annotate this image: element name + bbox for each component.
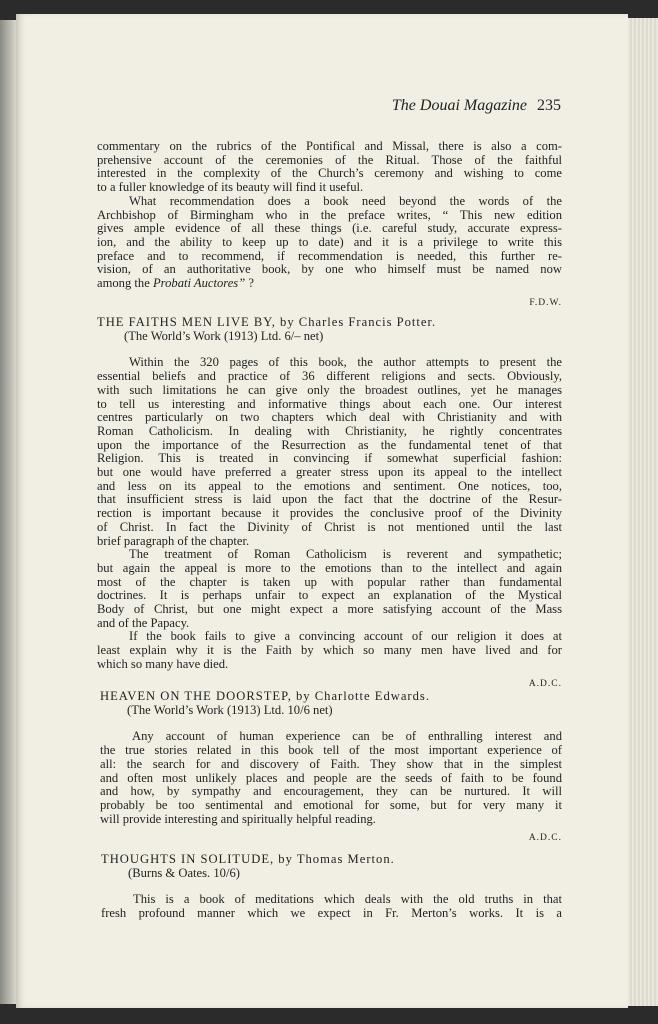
text-line: and often most unlikely places and people are the seeds of faith to be found — [100, 770, 562, 785]
text-line: gives ample evidence of all these things (i.e. careful study, accurate express- — [97, 221, 562, 236]
reviewer-initials: A.D.C. — [528, 678, 562, 689]
text-line: The treatment of Roman Catholicism is reverent and sympathetic; — [129, 547, 562, 562]
text-line: and of the Papacy. — [97, 615, 190, 630]
text-line: but one would have preferred a greater stress upon its appeal to the intellect — [97, 465, 562, 480]
text-line: interested in the complexity of the Church’s ceremony and wishing to come — [97, 166, 562, 181]
page-stack-edge — [628, 18, 658, 1006]
magazine-title: The Douai Magazine — [391, 97, 527, 114]
text-line: least explain why it is the Faith by which so many men have lived and for — [97, 643, 562, 658]
text-line — [97, 277, 562, 291]
text-line: Body of Christ, but one might expect a more satisfying account of the Mass — [97, 602, 562, 617]
text-line: of Christ. In fact the Divinity of Christ is not mentioned until the last — [97, 519, 562, 534]
text-line: doctrines. It is perhaps unfair to expect an explanation of the Mystical — [97, 588, 562, 603]
reviewer-initials: F.D.W. — [529, 297, 562, 308]
review-title: THOUGHTS IN SOLITUDE, by Thomas Merton. — [101, 852, 395, 866]
text-fragment: among the — [97, 276, 153, 291]
text-line: to tell us interesting and informative things about each one. Our interest — [97, 396, 562, 411]
review-heaven-on-the-doorstep — [100, 690, 562, 846]
text-line: but again the appeal is more to the emotions than to the intellect and again — [97, 560, 562, 575]
text-line: upon the importance of the Resurrection as the fundamental tenet of that — [97, 437, 562, 452]
book-spine — [0, 20, 16, 1004]
text-line: centres particularly on two chapters which deal with Christianity and with — [97, 410, 562, 425]
text-line: Religion. This is treated in convincing if somewhat superficial fashion: — [97, 451, 562, 466]
text-line: probably be too sentimental and emotional for some, but for very many it — [100, 797, 562, 812]
text-fragment: ? — [245, 276, 254, 291]
text-line: and how, by sympathy and encouragement, they can be nurtured. It will — [100, 784, 562, 799]
text-line: most of the chapter is taken up with popular rather than fundamental — [97, 574, 562, 589]
text-line: preface and to recommend, if recommendation is needed, this further re- — [97, 248, 562, 263]
text-line: all: the search for and discovery of Faith. They show that in the simplest — [100, 756, 562, 771]
text-line: to a fuller knowledge of its beauty will find it useful. — [97, 180, 364, 195]
text-line: prehensive account of the ceremonies of the Ritual. Those of the faithful — [97, 152, 562, 167]
text-line: and less on its appeal to the emotions and sentiment. One notices, too, — [97, 478, 562, 493]
text-line: with such limitations he can give only the broadest outlines, yet he manages — [97, 382, 562, 397]
text-line: Archbishop of Birmingham who in the preface writes, “ This new edition — [97, 207, 562, 222]
text-line: will provide interesting and spiritually helpful reading. — [100, 811, 376, 826]
text-line: commentary on the rubrics of the Pontifical and Missal, there is also a com- — [97, 139, 562, 153]
review-publisher: (The World’s Work (1913) Ltd. 10/6 net) — [127, 702, 333, 717]
text-line: brief paragraph of the chapter. — [97, 533, 250, 548]
review-thoughts-in-solitude — [101, 853, 562, 921]
text-line: rection is important because it provides the conclusive proof of the Divinity — [97, 506, 562, 521]
text-line: vision, of an authoritative book, by one who himself must be named now — [97, 262, 562, 277]
text-line: This is a book of meditations which deals with the old truths in that — [133, 892, 562, 907]
text-line: essential beliefs and practice of 36 different religions and sects. Obviously, — [97, 369, 562, 384]
text-line: What recommendation does a book need beyond the words of the — [129, 193, 562, 208]
text-line: If the book fails to give a convincing account of our religion it does at — [129, 629, 562, 644]
review-title: THE FAITHS MEN LIVE BY, by Charles Francis Potter. — [97, 315, 437, 329]
text-line: fresh profound manner which we expect in Fr. Merton’s works. It is a — [101, 906, 562, 921]
review-publisher: (The World’s Work (1913) Ltd. 6/– net) — [124, 328, 324, 343]
review-publisher: (Burns & Oates. 10/6) — [128, 865, 240, 880]
page-number: 235 — [537, 97, 561, 114]
text-line: which so many have died. — [97, 656, 229, 671]
running-header — [392, 97, 561, 115]
text-line: Within the 320 pages of this book, the author attempts to present the — [129, 355, 562, 370]
text-line: Roman Catholicism. In dealing with Christianity, he rightly concentrates — [97, 423, 562, 438]
intro-section — [97, 140, 562, 310]
text-line: the true stories related in this book tell of the most important experience of — [100, 743, 562, 758]
text-line: ion, and the ability to keep up to date) and it is a privilege to write this — [97, 234, 562, 249]
review-faiths-men-live-by — [97, 316, 562, 691]
text-line: Any account of human experience can be of enthralling interest and — [132, 729, 562, 744]
review-title: HEAVEN ON THE DOORSTEP, by Charlotte Edwards. — [100, 689, 430, 703]
italic-title: Probati Auctores” — [152, 276, 246, 291]
reviewer-initials: A.D.C. — [528, 833, 562, 844]
text-line: that insufficient stress is laid upon the fact that the doctrine of the Resur- — [97, 492, 562, 507]
